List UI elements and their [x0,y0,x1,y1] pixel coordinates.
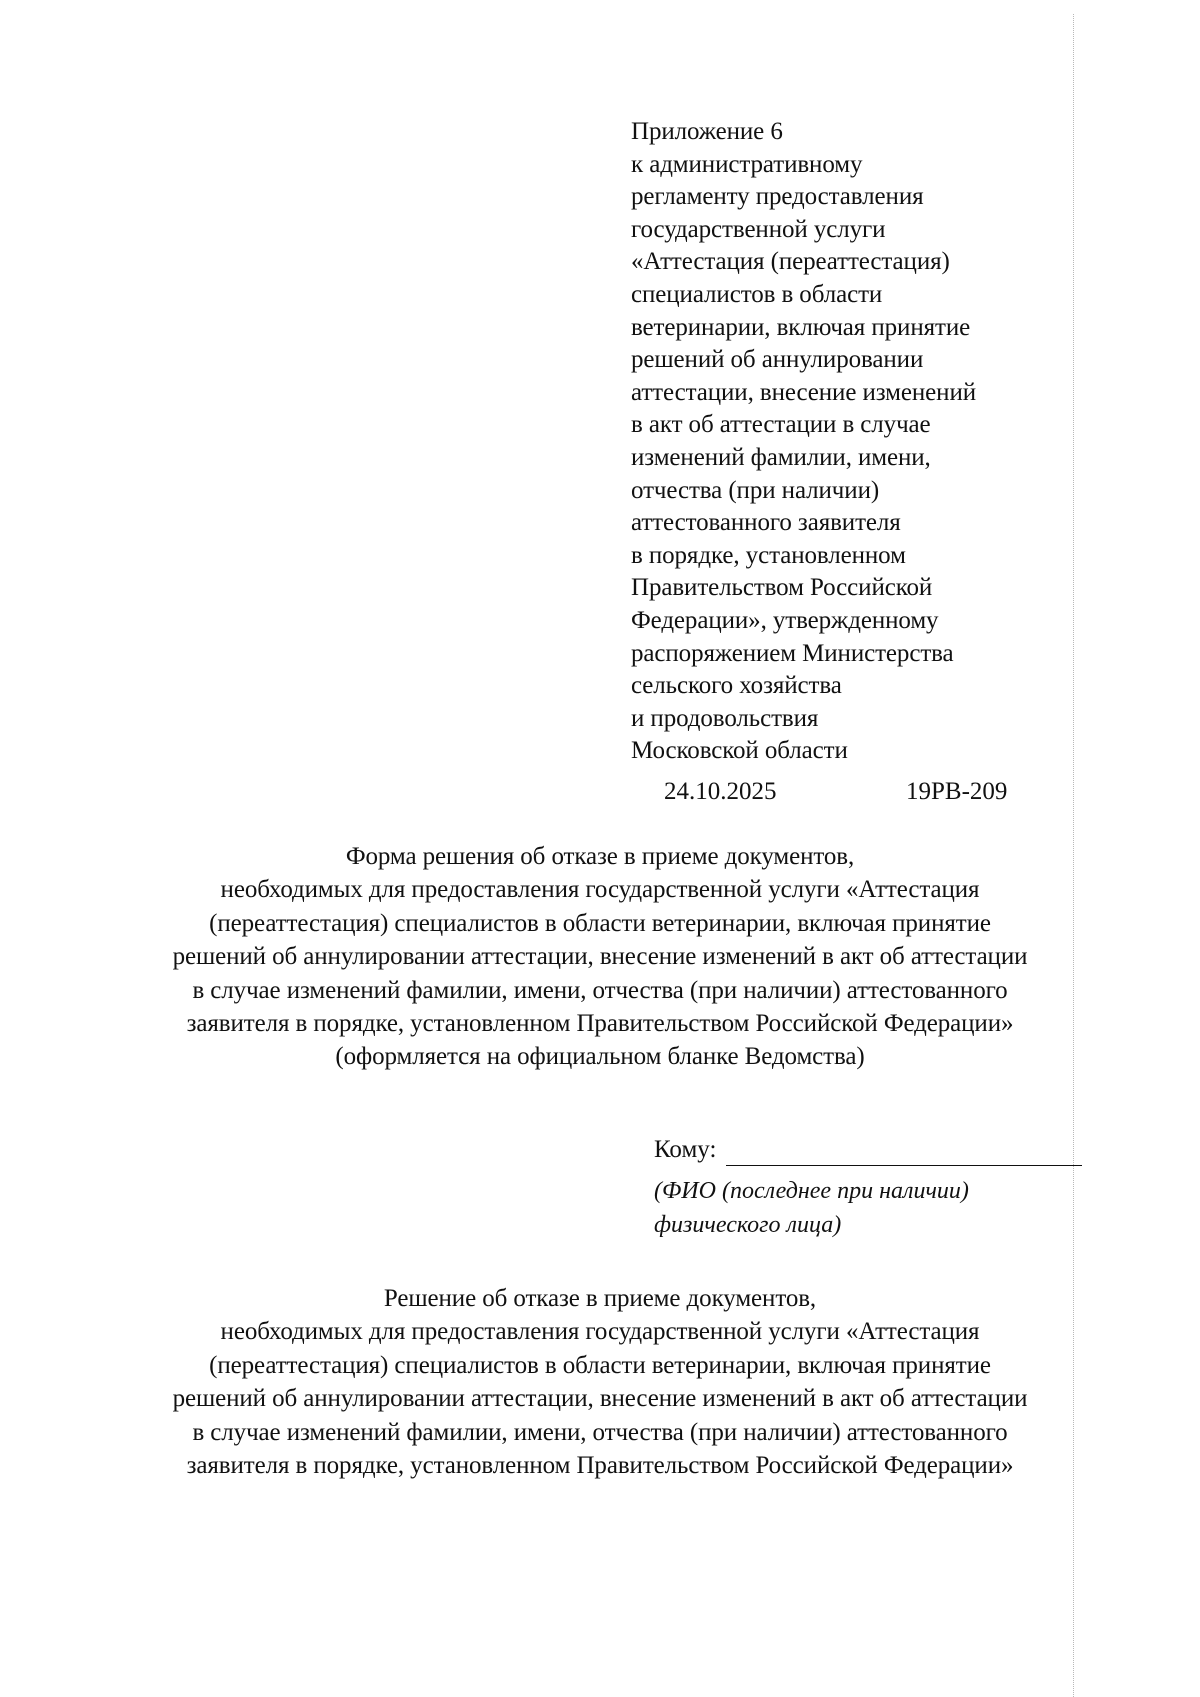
form-title [100,840,1100,1074]
recipient-hint [654,1174,1082,1242]
appendix-line: и продовольствия [631,704,819,732]
decision-title-line: заявителя в порядке, установленном Правительством Российской Федерации» [186,1452,1014,1480]
recipient-blank-field [726,1139,1082,1166]
appendix-line: ветеринарии, включая принятие [631,313,971,341]
appendix-line: Московской области [631,737,848,765]
appendix-line: специалистов в области [631,280,883,308]
appendix-line: к административному [631,150,863,178]
appendix-line: аттестованного заявителя [631,509,901,537]
form-title-line: решений об аннулировании аттестации, внесение изменений в акт об аттестации [172,943,1028,971]
form-title-line: (переаттестация) специалистов в области ветеринарии, включая принятие [209,909,991,937]
appendix-line: «Аттестация (переаттестация) [631,248,950,276]
order-number: 19РВ-209 [906,778,1008,805]
appendix-line: аттестации, внесение изменений [631,378,977,406]
appendix-header [631,116,1071,768]
appendix-line: в акт об аттестации в случае [631,411,931,439]
form-title-line: (оформляется на официальном бланке Ведомства) [335,1043,865,1071]
appendix-line: Правительством Российской [631,574,933,602]
appendix-line: решений об аннулировании [631,346,924,374]
decision-title-line: Решение об отказе в приеме документов, [383,1285,817,1312]
recipient-label: Кому: [654,1136,717,1163]
recipient-row [654,1133,1082,1166]
decision-title-line: (переаттестация) специалистов в области ветеринарии, включая принятие [209,1351,991,1379]
form-title-line: в случае изменений фамилии, имени, отчества (при наличии) аттестованного [192,976,1008,1004]
recipient-hint-line: (ФИО (последнее при наличии) [654,1178,969,1204]
decision-title-line: необходимых для предоставления государственной услуги «Аттестация [220,1318,980,1346]
recipient-hint-line: физического лица) [654,1212,842,1238]
appendix-line: изменений фамилии, имени, [631,443,931,471]
form-title-line: Форма решения об отказе в приеме документов, [345,843,855,870]
decision-title-line: в случае изменений фамилии, имени, отчества (при наличии) аттестованного [192,1418,1008,1446]
appendix-line: Приложение 6 [631,118,783,145]
appendix-line: распоряжением Министерства [631,639,954,667]
appendix-line: сельского хозяйства [631,672,842,700]
form-title-line: необходимых для предоставления государственной услуги «Аттестация [220,876,980,904]
recipient-block [654,1133,1082,1242]
order-date: 24.10.2025 [664,778,777,805]
decision-title-line: решений об аннулировании аттестации, внесение изменений в акт об аттестации [172,1385,1028,1413]
appendix-line: в порядке, установленном [631,541,906,569]
appendix-line: государственной услуги [631,215,886,243]
form-title-line: заявителя в порядке, установленном Правительством Российской Федерации» [186,1010,1014,1038]
appendix-line: Федерации», утвержденному [631,606,939,634]
appendix-line: регламенту предоставления [631,183,924,211]
decision-title [100,1282,1100,1482]
appendix-line: отчества (при наличии) [631,476,880,504]
